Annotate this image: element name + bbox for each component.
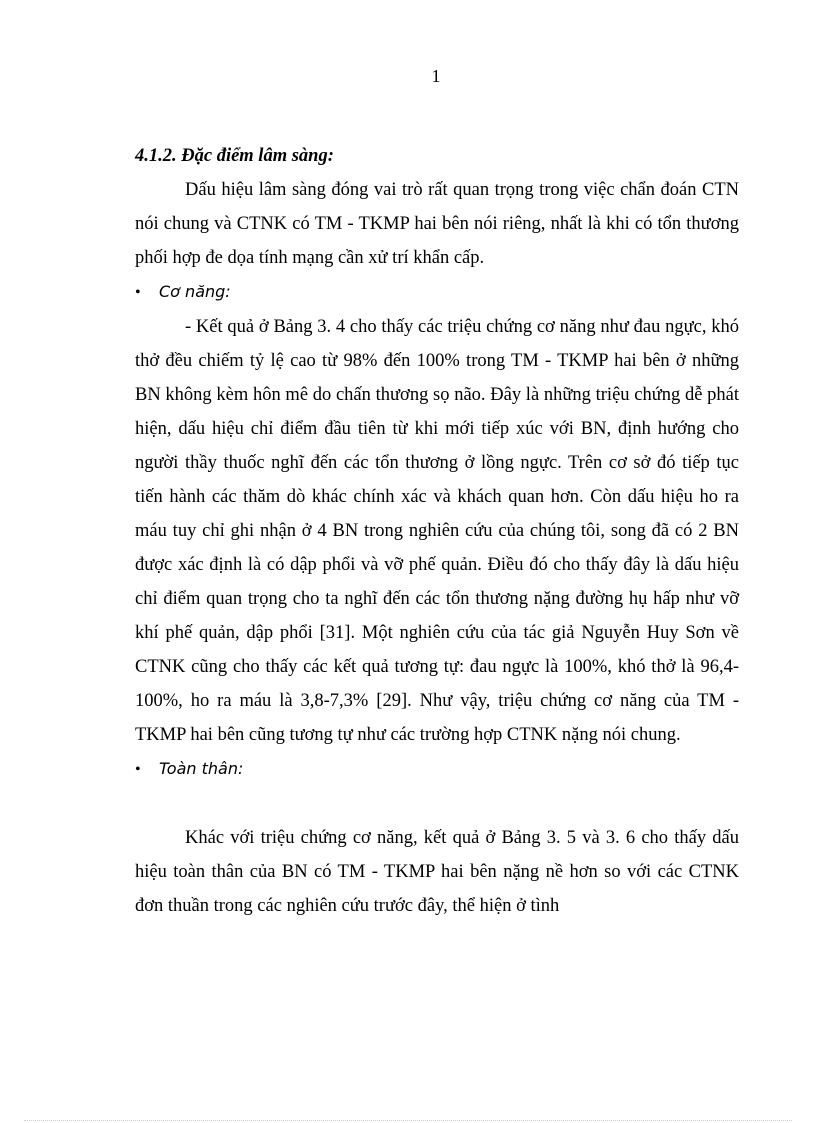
paragraph-toan-than: Khác với triệu chứng cơ năng, kết quả ở Bảng 3. 5 và 3. 6 cho thấy dấu hiệu toàn thân của BN có TM - TKMP hai bên nặng nề hơn so với các CTNK đơn thuần trong các nghiên cứu trước đây, thể hiện ở tình [135,828,739,916]
document-body [135,139,739,923]
bullet-item-toan-than [135,752,739,787]
bullet-label: Toàn thân: [159,759,244,778]
section-heading: 4.1.2. Đặc điểm lâm sàng: [135,146,334,166]
spacer [135,787,739,821]
bullet-icon: • [135,761,141,778]
bullet-icon: • [135,284,141,301]
paragraph-intro: Dấu hiệu lâm sàng đóng vai trò rất quan trọng trong việc chẩn đoán CTN nói chung và CTNK có TM - TKMP hai bên nói riêng, nhất là khi có tổn thương phối hợp đe dọa tính mạng cần xử trí khẩn cấp. [135,180,739,268]
page-number: 1 [431,66,441,86]
page-bottom-rule [24,1120,792,1121]
bullet-item-co-nang [135,275,739,310]
paragraph-co-nang: - Kết quả ở Bảng 3. 4 cho thấy các triệu chứng cơ năng như đau ngực, khó thở đều chiếm tỷ lệ cao từ 98% đến 100% trong TM - TKMP hai bên ở những BN không kèm hôn mê do chấn thương sọ não. Đây là những triệu chứng dễ phát hiện, dấu hiệu chỉ điểm đầu tiên từ khi mới tiếp xúc với BN, định hướng cho người thầy thuốc nghĩ đến các tổn thương ở lồng ngực. Trên cơ sở đó tiếp tục tiến hành các thăm dò khác chính xác và khách quan hơn. Còn dấu hiệu ho ra máu tuy chỉ ghi nhận ở 4 BN trong nghiên cứu của chúng tôi, song đã có 2 BN được xác định là có dập phổi và vỡ phế quản. Điều đó cho thấy đây là dấu hiệu chỉ điểm quan trọng cho ta nghĩ đến các tổn thương nặng đường hụ hấp như vỡ khí phế quản, dập phổi [31]. Một nghiên cứu của tác giả Nguyễn Huy Sơn về CTNK cũng cho thấy các kết quả tương tự: đau ngực là 100%, khó thở là 96,4-100%, ho ra máu là 3,8-7,3% [29]. Như vậy, triệu chứng cơ năng của TM - TKMP hai bên cũng tương tự như các trường hợp CTNK nặng nói chung. [135,317,739,745]
bullet-label: Cơ năng: [159,282,231,301]
